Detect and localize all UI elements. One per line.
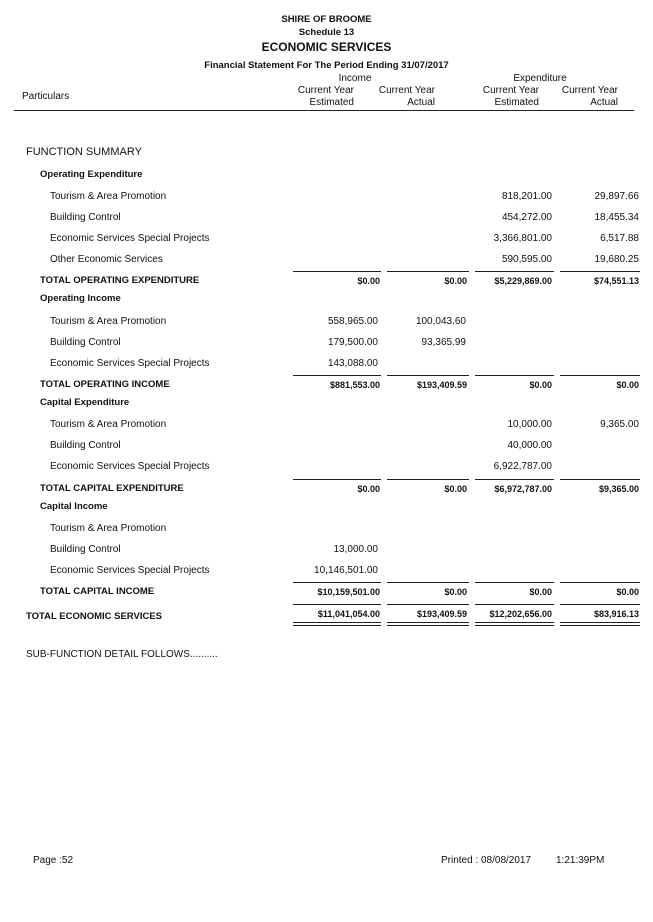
grand-total-rule <box>560 604 640 605</box>
total-rule <box>560 375 640 376</box>
grand-total-double-rule <box>560 622 640 626</box>
line-item-label: Economic Services Special Projects <box>50 461 210 472</box>
total-operating-expenditure-label: TOTAL OPERATING EXPENDITURE <box>40 275 200 286</box>
grand-total-rule <box>387 604 469 605</box>
grand-total-rule <box>475 604 554 605</box>
total-rule <box>293 582 381 583</box>
grand-total-expenditure-actual: $83,916.13 <box>593 609 639 619</box>
page-number: Page :52 <box>33 855 74 866</box>
expenditure-estimated-value: 590,595.00 <box>501 254 552 265</box>
expenditure-estimated-value: 3,366,801.00 <box>493 233 552 244</box>
total-income-estimated: $881,553.00 <box>329 380 380 390</box>
section-heading-capital-expenditure: Capital Expenditure <box>40 397 130 408</box>
section-heading-operating-expenditure: Operating Expenditure <box>40 169 143 180</box>
total-income-estimated: $0.00 <box>357 276 380 286</box>
grand-total-double-rule <box>387 622 469 626</box>
total-expenditure-estimated: $5,229,869.00 <box>494 276 552 286</box>
line-item-label: Tourism & Area Promotion <box>50 316 167 327</box>
income-estimated-value: 10,146,501.00 <box>314 565 378 576</box>
expenditure-estimated-value: 818,201.00 <box>501 191 552 202</box>
income-estimated-value: 143,088.00 <box>327 358 378 369</box>
total-rule <box>475 375 554 376</box>
org-name: SHIRE OF BROOME <box>281 14 372 25</box>
printed-time: 1:21:39PM <box>556 855 605 866</box>
line-item-label: Tourism & Area Promotion <box>50 191 167 202</box>
income-actual-header-line1: Current Year <box>378 85 435 96</box>
total-expenditure-actual: $74,551.13 <box>593 276 639 286</box>
expenditure-actual-value: 9,365.00 <box>600 419 639 430</box>
total-income-actual: $0.00 <box>444 276 467 286</box>
line-item-label: Tourism & Area Promotion <box>50 419 167 430</box>
line-item-label: Building Control <box>50 440 121 451</box>
expenditure-estimated-value: 454,272.00 <box>501 212 552 223</box>
total-rule <box>475 479 554 480</box>
total-operating-income-label: TOTAL OPERATING INCOME <box>40 379 170 390</box>
line-item-label: Building Control <box>50 544 121 555</box>
line-item-label: Tourism & Area Promotion <box>50 523 167 534</box>
income-estimated-header-line1: Current Year <box>297 85 354 96</box>
function-summary-heading: FUNCTION SUMMARY <box>26 146 142 158</box>
grand-total-double-rule <box>293 622 381 626</box>
total-income-actual: $0.00 <box>444 484 467 494</box>
total-rule <box>293 479 381 480</box>
expenditure-group-header: Expenditure <box>513 73 567 84</box>
total-rule <box>560 479 640 480</box>
total-rule <box>387 375 469 376</box>
expenditure-estimated-header-line2: Estimated <box>494 97 539 108</box>
total-income-estimated: $0.00 <box>357 484 380 494</box>
expenditure-actual-value: 29,897.66 <box>594 191 639 202</box>
section-heading-operating-income: Operating Income <box>40 293 121 304</box>
grand-total-double-rule <box>475 622 554 626</box>
grand-total-income-estimated: $11,041,054.00 <box>317 609 380 619</box>
total-expenditure-estimated: $0.00 <box>529 380 552 390</box>
expenditure-actual-header-line2: Actual <box>590 97 618 108</box>
total-rule <box>475 271 554 272</box>
report-title: ECONOMIC SERVICES <box>261 40 392 54</box>
line-item-label: Building Control <box>50 212 121 223</box>
total-expenditure-estimated: $0.00 <box>529 587 552 597</box>
expenditure-estimated-value: 40,000.00 <box>507 440 552 451</box>
total-capital-income-label: TOTAL CAPITAL INCOME <box>40 586 155 597</box>
expenditure-estimated-value: 6,922,787.00 <box>493 461 552 472</box>
income-actual-header-line2: Actual <box>407 97 435 108</box>
total-expenditure-actual: $9,365.00 <box>598 484 639 494</box>
total-rule <box>387 582 469 583</box>
header-rule <box>14 110 634 111</box>
total-income-actual: $193,409.59 <box>416 380 467 390</box>
printed-label: Printed : <box>441 855 479 866</box>
printed-date: 08/08/2017 <box>481 855 532 866</box>
total-rule <box>560 582 640 583</box>
total-rule <box>560 271 640 272</box>
income-actual-value: 100,043.60 <box>415 316 466 327</box>
income-estimated-header-line2: Estimated <box>309 97 354 108</box>
grand-total-label: TOTAL ECONOMIC SERVICES <box>26 611 163 622</box>
grand-total-rule <box>293 604 381 605</box>
total-rule <box>475 582 554 583</box>
total-expenditure-actual: $0.00 <box>616 380 639 390</box>
income-actual-value: 93,365.99 <box>421 337 466 348</box>
total-expenditure-actual: $0.00 <box>616 587 639 597</box>
expenditure-estimated-header-line1: Current Year <box>482 85 539 96</box>
total-rule <box>293 375 381 376</box>
sub-function-note: SUB-FUNCTION DETAIL FOLLOWS.......... <box>26 649 218 660</box>
period-label: Financial Statement For The Period Ending 31/07/2017 <box>204 60 449 71</box>
total-expenditure-estimated: $6,972,787.00 <box>494 484 552 494</box>
schedule-label: Schedule 13 <box>298 27 355 38</box>
expenditure-actual-value: 18,455.34 <box>594 212 639 223</box>
particulars-header: Particulars <box>22 91 70 102</box>
total-rule <box>293 271 381 272</box>
line-item-label: Building Control <box>50 337 121 348</box>
income-estimated-value: 179,500.00 <box>327 337 378 348</box>
line-item-label: Economic Services Special Projects <box>50 358 210 369</box>
total-rule <box>387 271 469 272</box>
total-income-estimated: $10,159,501.00 <box>317 587 380 597</box>
expenditure-estimated-value: 10,000.00 <box>507 419 552 430</box>
expenditure-actual-value: 19,680.25 <box>594 254 639 265</box>
income-estimated-value: 558,965.00 <box>327 316 378 327</box>
expenditure-actual-value: 6,517.88 <box>600 233 639 244</box>
line-item-label: Other Economic Services <box>50 254 163 265</box>
grand-total-income-actual: $193,409.59 <box>416 609 467 619</box>
income-group-header: Income <box>338 73 372 84</box>
grand-total-expenditure-estimated: $12,202,656.00 <box>489 609 552 619</box>
total-rule <box>387 479 469 480</box>
section-heading-capital-income: Capital Income <box>40 501 108 512</box>
expenditure-actual-header-line1: Current Year <box>561 85 618 96</box>
line-item-label: Economic Services Special Projects <box>50 565 210 576</box>
total-capital-expenditure-label: TOTAL CAPITAL EXPENDITURE <box>40 483 184 494</box>
line-item-label: Economic Services Special Projects <box>50 233 210 244</box>
total-income-actual: $0.00 <box>444 587 467 597</box>
income-estimated-value: 13,000.00 <box>333 544 378 555</box>
